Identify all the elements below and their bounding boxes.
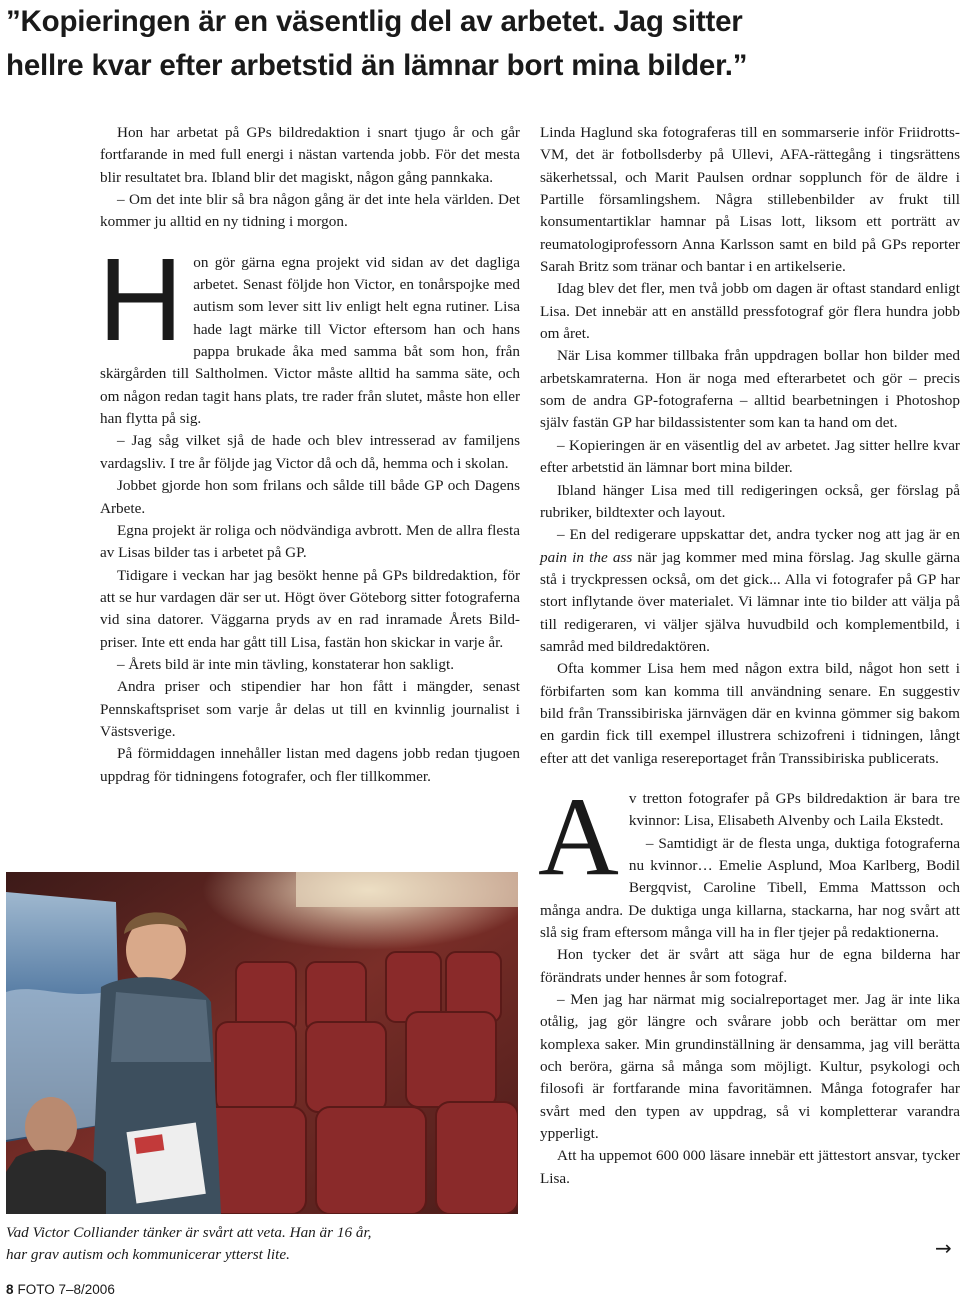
photo-caption xyxy=(6,1222,518,1266)
paragraph: – Om det inte blir så bra någon gång är det inte hela världen. Det kommer ju alltid en ny tidning i morgon. xyxy=(100,191,520,231)
text-run: – En del redigerare uppskattar det, andra tycker nog att jag är en xyxy=(557,526,960,544)
dropcap-paragraph xyxy=(98,233,520,431)
pull-quote-line-2: hellre kvar efter arbetstid än lämnar bort mina bilder.” xyxy=(6,49,748,82)
paragraph: Tidigare i veckan har jag besökt henne på GPs bildredaktion, för att se hur vardagen där ser ut. Högt över Göteborg sitter fotograferna vid sina datorer. Väggarna pryds av en rad inramade Årets Bild-priser. Inte ett enda har gått till Lisa, fastän hon skickar in varje år. xyxy=(100,566,520,651)
ferry-photo-illustration xyxy=(6,872,518,1214)
newspaper xyxy=(126,1122,205,1203)
page-number: 8 xyxy=(6,1282,14,1297)
ceiling-panel xyxy=(296,872,518,907)
paragraph: – Samtidigt är de flesta unga, duktiga fotograferna nu kvinnor… Emelie Asplund, Moa Karlberg, Bodil Bergqvist, Caroline Tibell, Emma Mattsson och många andra. De duktiga unga killarna, stackarna, har nog svårt att slå sig fram eftersom många vill ha in fler tjejer på redaktionerna. xyxy=(540,834,960,942)
paragraph: Egna projekt är roliga och nödvändiga avbrott. Men de allra flesta av Lisas bilder tas i arbetet på GP. xyxy=(100,521,520,562)
paragraph: På förmiddagen innehåller listan med dagens jobb redan tjugoen uppdrag för tidningens fotografer, och fler tillkommer. xyxy=(100,745,520,785)
paragraph: Att ha uppemot 600 000 läsare innebär ett jättestort ansvar, tycker Lisa. xyxy=(540,1147,960,1187)
paragraph: Hon har arbetat på GPs bildredaktion i snart tjugo år och går fortfarande in med full energi i nästan vartenda jobb. För det mesta blir resultatet bra. Ibland blir det magiskt, någon gång pannkaka. xyxy=(100,124,520,186)
paragraph: Hon tycker det är svårt att säga hur de egna bilderna har förändrats under hennes år som fotograf. xyxy=(540,946,960,986)
paragraph: Jobbet gjorde hon som frilans och sålde till både GP och Dagens Arbete. xyxy=(100,477,520,517)
dropcap-paragraph-text: v tretton fotografer på GPs bildredaktion är bara tre kvinnor: Lisa, Elisabeth Alvenby och Laila Ekstedt. xyxy=(628,789,960,830)
paragraph: – Men jag har närmat mig socialreportaget mer. Jag är inte lika otålig, jag gör längre och svårare jobb och berättar om mer komplexa saker. Min grundinställning är densamma, jag vill berätta och beröra, gärna så många som möjligt. Kultur, psykologi och filosofi är fortfarande mina favoritämnen. Många fotografer har svårt med den typen av uppdrag, så vi kompletterar varandra ypperligt. xyxy=(540,991,960,1143)
dropcap-letter: A xyxy=(538,774,619,899)
paragraph: Linda Haglund ska fotograferas till en sommarserie inför Friidrotts-VM, det är fotbollsderby på Ullevi, AFA-rättegång i tingsrättens säkerhetssal, och Marit Paulsen ordnar sopplunch för de äldre i Partille församlingshem. Några stillebenbilder av frukt till konsumentartiklar hamnar på Lisas lott, liksom ett porträtt av reumatologiprofessorn Anna Karlsson samt en bild på GPs reporter Sarah Britz som tränar och bantar i en artikelserie. xyxy=(540,124,960,276)
paragraph: Ofta kommer Lisa hem med någon extra bild, något hon sett i förbifarten som kan komma till användning senare. En suggestiv bild från Transsibiriska järnvägen där en kvinna gömmer sig bakom en gardin fick till exempel illustrera schizofreni i tidningen, långt efter att det vanliga resereportaget från Transsibiriska publicerats. xyxy=(540,660,960,767)
pull-quote xyxy=(6,0,946,88)
paragraph: Andra priser och stipendier har hon fått i mängder, senast Pennskaftspriset som varje år delas ut till en kvinnlig journalist i Västsverige. xyxy=(100,678,520,740)
paragraph: Idag blev det fler, men två jobb om dagen är oftast standard enligt Lisa. Det innebär att en anställd pressfotograf gör flera hundra jobb om året. xyxy=(540,280,960,343)
dropcap-letter: H xyxy=(98,233,184,366)
magazine-issue: FOTO 7–8/2006 xyxy=(17,1282,115,1297)
page-folio xyxy=(6,1282,115,1297)
left-text-column xyxy=(100,122,520,788)
ferry-photo xyxy=(6,872,518,1214)
paragraph: – Årets bild är inte min tävling, konstaterar hon sakligt. xyxy=(117,655,455,673)
paragraph: När Lisa kommer tillbaka från uppdragen bollar hon bilder med arbetskamraterna. Hon är noga med efterarbetet och gör – precis som de andra GP-fotograferna – alltid bearbetningen i Photoshop själv fastän GP har bildassistenter som kan ta hand om det. xyxy=(540,347,960,432)
paragraph: – Jag såg vilket sjå de hade och blev intresserad av familjens vardagsliv. I tre år följde jag Victor då och då, hemma och i skolan. xyxy=(100,432,520,472)
caption-line-2: har grav autism och kommunicerar ytterst lite. xyxy=(6,1246,290,1263)
right-text-column xyxy=(540,122,960,1190)
italic-phrase: pain in the ass xyxy=(540,548,633,566)
pull-quote-line-1: ”Kopieringen är en väsentlig del av arbetet. Jag sitter xyxy=(6,5,743,38)
paragraph: – Kopieringen är en väsentlig del av arbetet. Jag sitter hellre kvar efter arbetstid än lämnar bort mina bilder. xyxy=(540,436,960,477)
paragraph: Ibland hänger Lisa med till redigeringen också, ger förslag på rubriker, bildtexter och layout. xyxy=(540,481,960,521)
continue-arrow-icon: → xyxy=(935,1236,952,1260)
text-run: när jag kommer med mina förslag. Jag skulle gärna stå i tryckpressen också, om det gick... Alla vi fotografer på GP har stort inflytande över materialet. Vi lämnar inte tio bilder att välja på till redigeraren, vi väljer själva huvudbild och komplementbild, i samråd med bildredaktören. xyxy=(540,548,960,655)
seat-rows xyxy=(196,952,518,1214)
caption-line-1: Vad Victor Colliander tänker är svårt att veta. Han är 16 år, xyxy=(6,1224,372,1241)
paragraph-with-italic xyxy=(540,524,960,658)
dropcap-paragraph-text: on gör gärna egna projekt vid sidan av det dagliga arbetet. Senast följde hon Victor, en tonårspojke med autism som lever sitt liv enligt helt egna rutiner. Lisa hade lagt märke till Victor eftersom han och hans pappa brukade åka med samma båt som hon, från skärgården till Saltholmen. Victor måste alltid ha samma säte, och om någon redan tagit hans plats, tre rader från slutet, måste hon eller han flytta på sig. xyxy=(100,253,520,428)
